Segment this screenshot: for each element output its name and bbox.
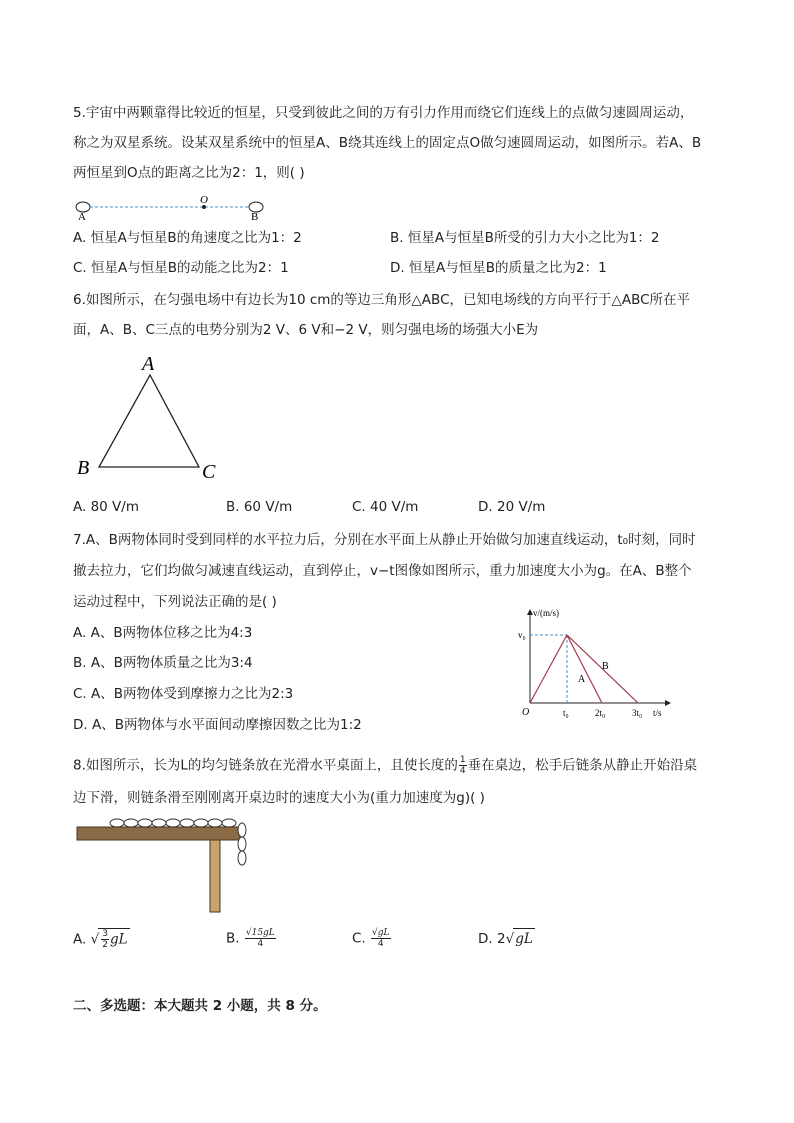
triangle-abc (99, 375, 199, 467)
binary-star-figure (70, 194, 280, 222)
q5-stem-line3: 两恒星到O点的距离之比为2：1，则( ) (73, 165, 305, 181)
q8-option-b-label: B. (226, 930, 240, 947)
q5-option-a[interactable]: A. 恒星A与恒星B的角速度之比为1：2 (73, 230, 302, 246)
q8-b-num: √15gL (245, 928, 275, 938)
q8-option-c[interactable] (352, 928, 392, 949)
line-a (567, 635, 602, 703)
table-leg (210, 840, 220, 912)
tick-v0: v₀ (518, 630, 526, 640)
tick-t0: t₀ (563, 708, 569, 718)
label-c: C (202, 461, 216, 480)
label-a: A (78, 211, 86, 222)
q8-b-den: 4 (257, 939, 264, 949)
label-line-a: A (578, 674, 586, 685)
accel-line (530, 635, 567, 703)
q8-fraction (459, 755, 467, 776)
q8-stem-post: 垂在桌边，松手后链条从静止开始沿桌 (467, 757, 698, 774)
q8-option-a[interactable] (73, 928, 130, 950)
tick-3t0: 3t₀ (632, 708, 643, 718)
label-b: B (251, 211, 259, 222)
table-top (77, 827, 240, 840)
q6-option-d[interactable]: D. 20 V/m (478, 499, 546, 515)
q6-stem-line2: 面，A、B、C三点的电势分别为2 V、6 V和−2 V，则匀强电场的场强大小E为 (73, 322, 539, 338)
q8-option-a-label: A. (73, 931, 87, 948)
q8-a-tail: gL (109, 931, 128, 948)
origin-o: O (522, 707, 530, 718)
ylabel: v/(m/s) (533, 608, 559, 618)
tick-2t0: 2t₀ (595, 708, 606, 718)
label-o: O (200, 194, 208, 206)
q5-stem-line2: 称之为双星系统。设某双星系统中的恒星A、B绕其连线上的固定点O做匀速圆周运动，如图所示。若A、B (73, 135, 702, 151)
q6-stem-line1: 6.如图所示，在匀强电场中有边长为10 cm的等边三角形△ABC，已知电场线的方向平行于△ABC所在平 (73, 292, 691, 308)
triangle-figure (72, 350, 232, 480)
q8-option-b[interactable] (226, 928, 277, 949)
q7-option-d[interactable]: D. A、B两物体与水平面间动摩擦因数之比为1:2 (73, 717, 362, 733)
q7-option-c[interactable]: C. A、B两物体受到摩擦力之比为2:3 (73, 686, 294, 702)
q8-a-num: 3 (102, 929, 108, 939)
q6-option-a[interactable]: A. 80 V/m (73, 499, 139, 515)
q6-option-c[interactable]: C. 40 V/m (352, 499, 419, 515)
q8-stem-pre: 8.如图所示，长为L的均匀链条放在光滑水平桌面上，且使长度的 (73, 757, 458, 774)
q7-stem-line2: 撤去拉力，它们均做匀减速直线运动，直到停止，v−t图像如图所示，重力加速度大小为g。在A、B整个 (73, 563, 692, 579)
q8-b-frac (245, 928, 276, 949)
label-line-b: B (602, 661, 609, 672)
q7-option-a[interactable]: A. A、B两物体位移之比为4:3 (73, 625, 253, 641)
q8-frac-den: 4 (459, 766, 466, 776)
q5-option-b[interactable]: B. 恒星A与恒星B所受的引力大小之比为1：2 (390, 230, 660, 246)
sqrt-icon: √ (90, 931, 100, 948)
q5-option-d[interactable]: D. 恒星A与恒星B的质量之比为2：1 (390, 260, 607, 276)
q5-option-c[interactable]: C. 恒星A与恒星B的动能之比为2：1 (73, 260, 289, 276)
q8-option-c-label: C. (352, 930, 366, 947)
label-b: B (77, 457, 90, 479)
section-2-header: 二、多选题：本大题共 2 小题，共 8 分。 (73, 998, 327, 1014)
vt-graph (510, 604, 685, 722)
q8-option-d[interactable] (478, 928, 535, 949)
q7-stem-line3: 运动过程中，下列说法正确的是( ) (73, 594, 277, 610)
q8-c-num: √gL (372, 928, 390, 938)
q8-a-den: 2 (102, 940, 108, 950)
q8-d-tail: gL (513, 928, 535, 949)
label-a: A (142, 353, 155, 375)
q8-c-den: 4 (377, 939, 384, 949)
q8-stem-line2: 边下滑，则链条滑至刚刚离开桌边时的速度大小为(重力加速度为g)( ) (73, 790, 485, 806)
q7-stem-line1: 7.A、B两物体同时受到同样的水平拉力后，分别在水平面上从静止开始做匀加速直线运动，t₀时刻，同时 (73, 532, 696, 548)
chain-links (110, 819, 246, 865)
q8-frac-num: 1 (459, 755, 466, 765)
chain-table-figure (75, 815, 260, 915)
q8-stem-line1 (73, 755, 697, 776)
q8-option-a-radicand (98, 928, 129, 950)
q7-option-b[interactable]: B. A、B两物体质量之比为3:4 (73, 655, 253, 671)
q8-option-d-label: D. 2 (478, 931, 506, 947)
sqrt-icon: √ (505, 931, 515, 947)
xlabel: t/s (653, 708, 662, 718)
q5-stem-line1: 5.宇宙中两颗靠得比较近的恒星，只受到彼此之间的万有引力作用而绕它们连线上的点做匀速圆周运动， (73, 105, 694, 121)
q6-option-b[interactable]: B. 60 V/m (226, 499, 293, 515)
q8-c-frac (371, 928, 390, 949)
